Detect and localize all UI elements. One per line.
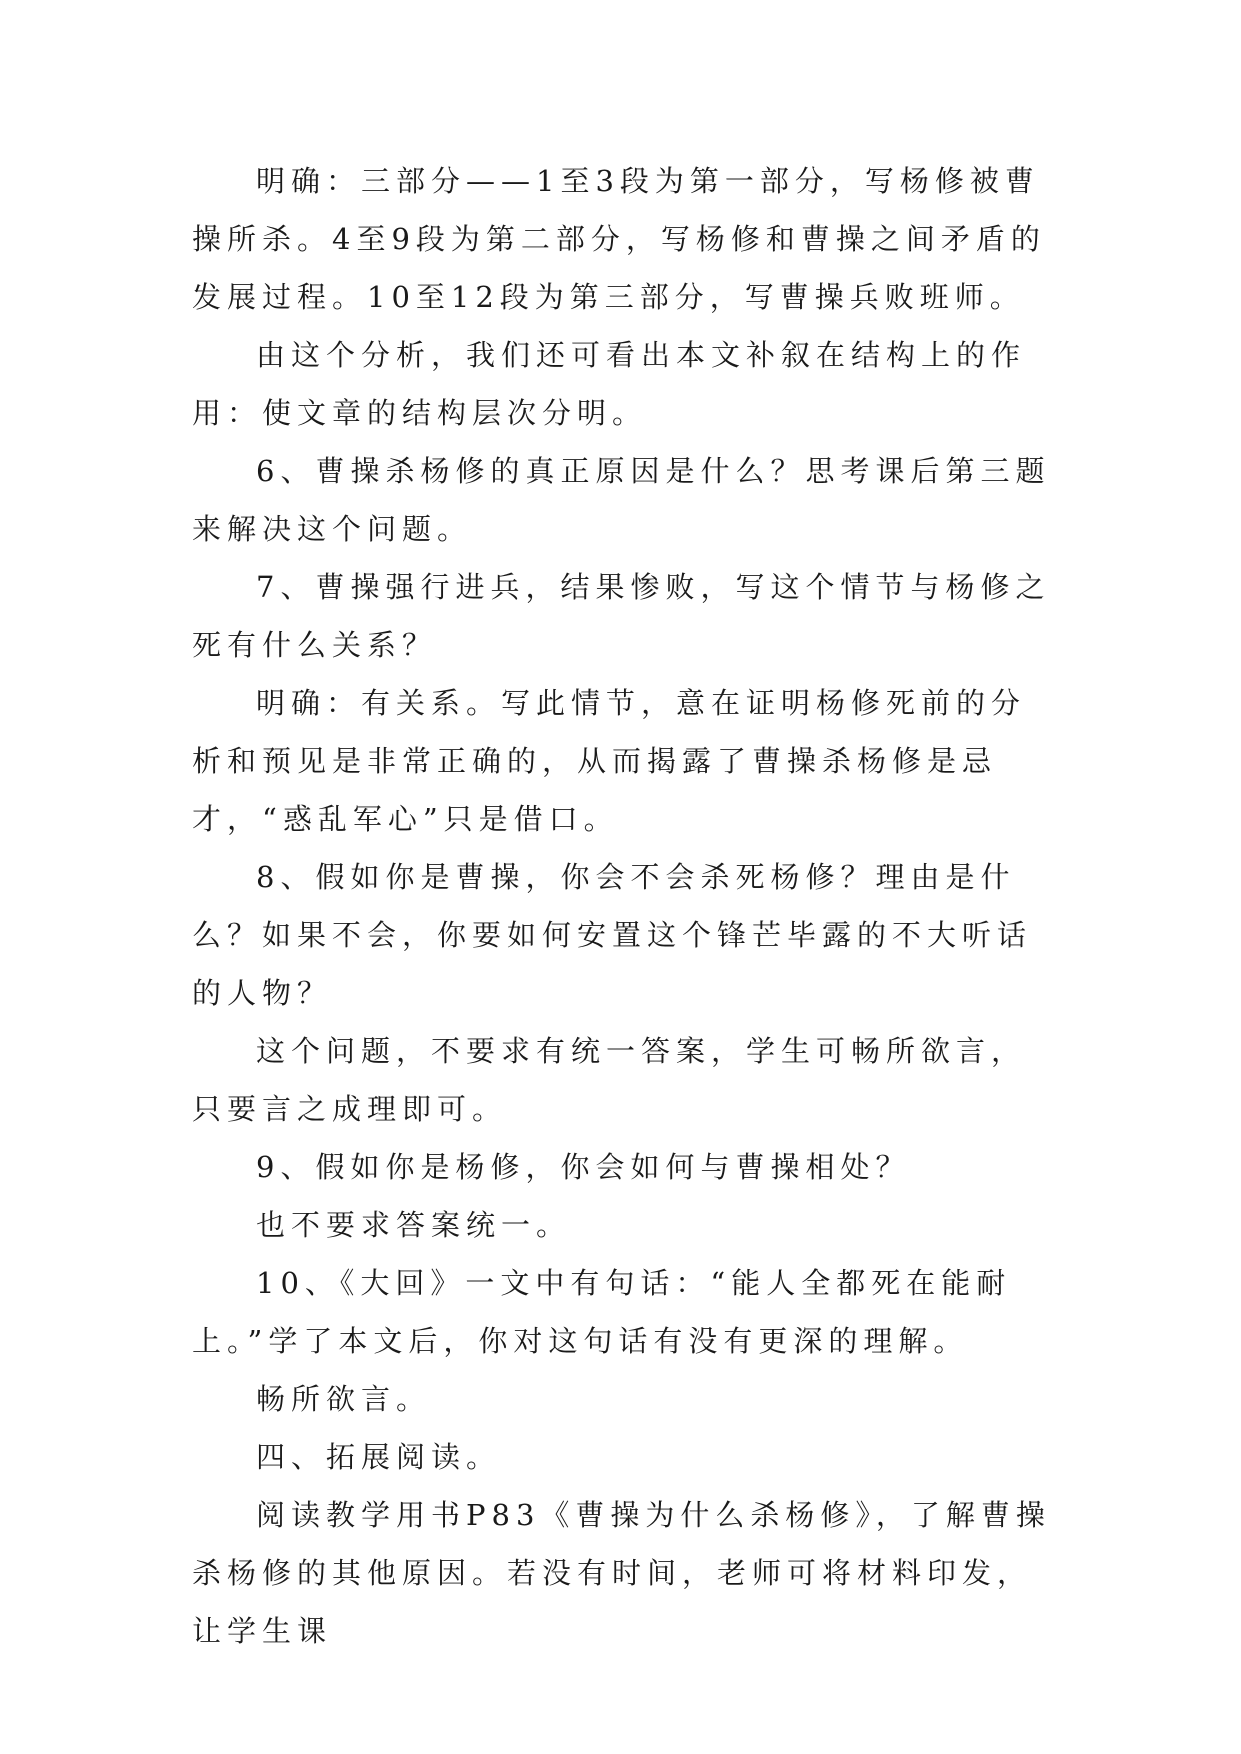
- paragraph-answer-8: 这个问题，不要求有统一答案，学生可畅所欲言，只要言之成理即可。: [192, 1034, 1027, 1126]
- paragraph-answer-9: 也不要求答案统一。: [256, 1208, 572, 1242]
- paragraph-question-7: 7、曹操强行进兵，结果惨败，写这个情节与杨修之死有什么关系？: [192, 570, 1051, 662]
- paragraph-flashback-role: 由这个分析，我们还可看出本文补叙在结构上的作用：使文章的结构层次分明。: [192, 338, 1027, 430]
- section-heading-extended-reading: 四、拓展阅读。: [256, 1440, 502, 1474]
- paragraph-structure-answer: 明确：三部分——1至3段为第一部分，写杨修被曹操所杀。4至9段为第二部分，写杨修和曹操之间矛盾的发展过程。10至12段为第三部分，写曹操兵败班师。: [192, 164, 1046, 314]
- paragraph-question-8: 8、假如你是曹操，你会不会杀死杨修？理由是什么？如果不会，你要如何安置这个锋芒毕露的不大听话的人物？: [192, 860, 1033, 1010]
- paragraph-answer-7: 明确：有关系。写此情节，意在证明杨修死前的分析和预见是非常正确的，从而揭露了曹操杀杨修是忌才，“惑乱军心”只是借口。: [192, 686, 1027, 836]
- document-body: [192, 152, 1052, 1660]
- paragraph-question-6: 6、曹操杀杨修的真正原因是什么？思考课后第三题来解决这个问题。: [192, 454, 1051, 546]
- paragraph-question-9: 9、假如你是杨修，你会如何与曹操相处？: [256, 1150, 911, 1184]
- paragraph-answer-10: 畅所欲言。: [256, 1382, 432, 1416]
- paragraph-question-10: 10、《大回》一文中有句话：“能人全都死在能耐上。”学了本文后，你对这句话有没有更深的理解。: [192, 1266, 1012, 1358]
- paragraph-extended-reading: 阅读教学用书P83《曹操为什么杀杨修》，了解曹操杀杨修的其他原因。若没有时间，老师可将材料印发，让学生课: [192, 1498, 1051, 1648]
